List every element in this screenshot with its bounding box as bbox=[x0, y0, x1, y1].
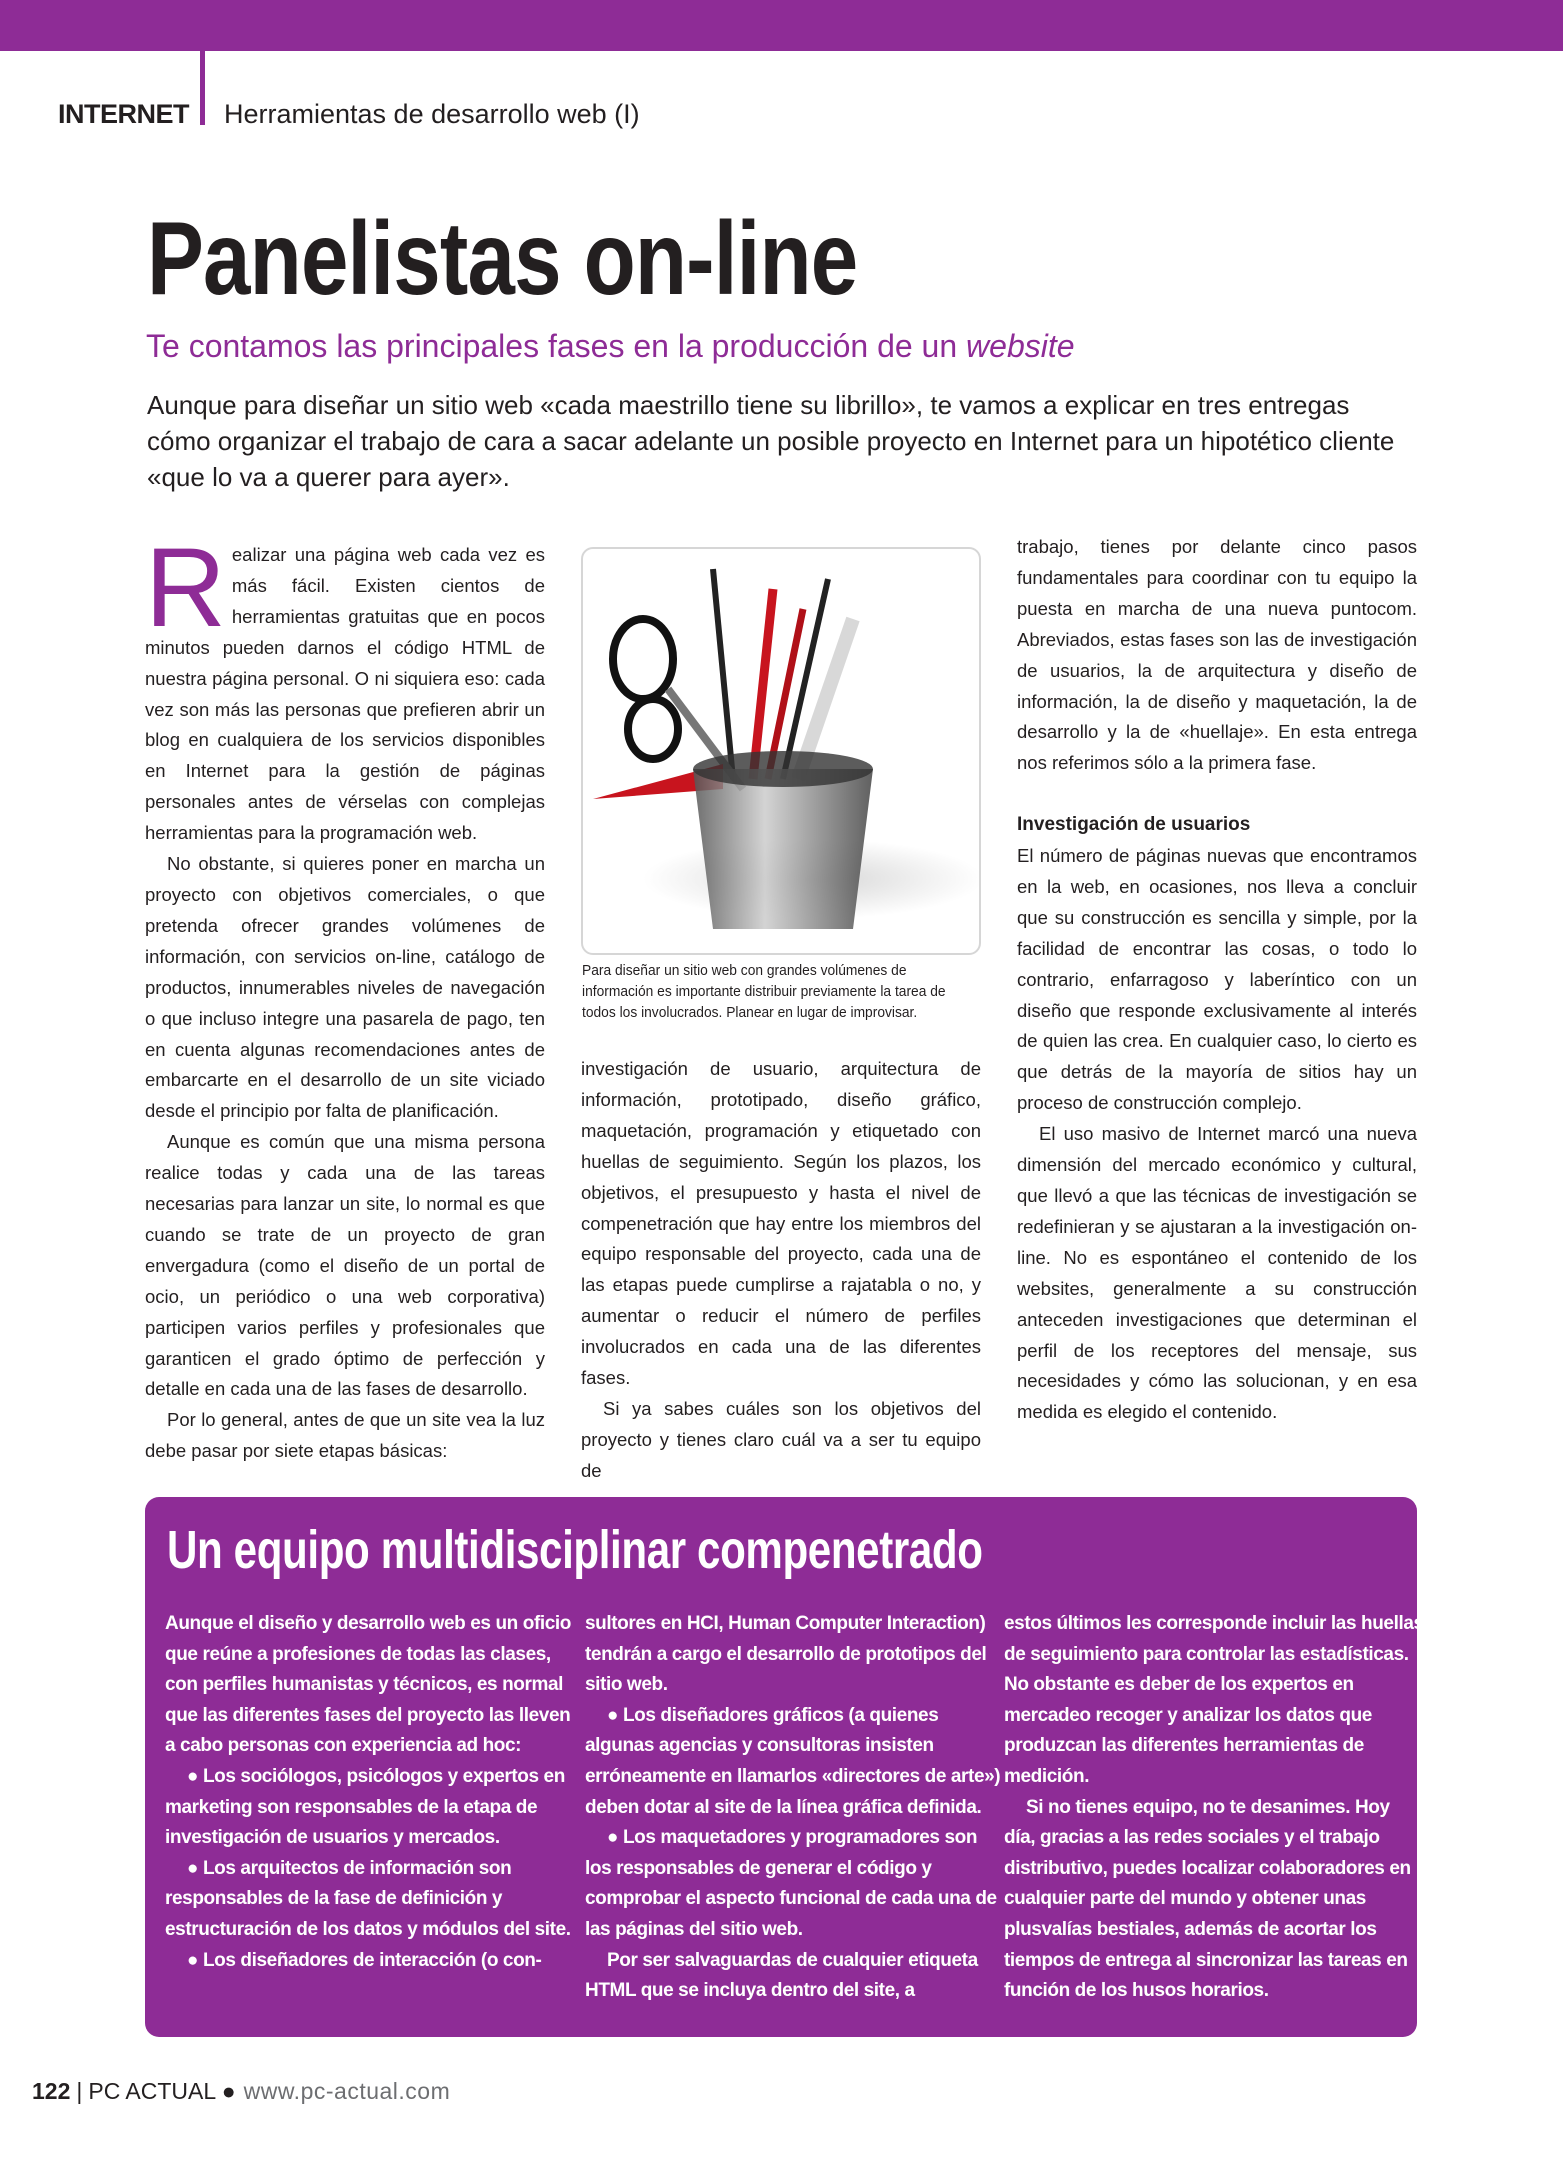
bullet-item: ● Los diseñadores de interacción (o con- bbox=[187, 1949, 542, 1971]
article-title: Panelistas on-line bbox=[147, 201, 858, 317]
page-number: 122 bbox=[32, 2078, 71, 2104]
top-color-bar bbox=[0, 0, 1563, 51]
paragraph: Si ya sabes cuáles son los objetivos del proyecto y tienes claro cuál va a ser tu equipo de bbox=[581, 1397, 981, 1481]
bullet-item: ● Los diseñadores gráficos (a quienes algunas agencias y consultoras insisten erróneamente en llamarlos «directores de arte») deben dotar al site de la línea gráfica definida. bbox=[585, 1704, 1001, 1818]
paragraph: Si no tienes equipo, no te desanimes. Hoy día, gracias a las redes sociales y el trabajo distributivo, puedes localizar colaboradores en cualquier parte del mundo y obtener unas plusvalías bestiales, además de acortar los tiempos de entrega al sincronizar las tareas en función de los husos horarios. bbox=[1004, 1796, 1411, 2002]
column-3 bbox=[1017, 532, 1417, 1428]
header-divider bbox=[200, 51, 205, 125]
website-link[interactable]: www.pc-actual.com bbox=[243, 2078, 451, 2104]
sidebar-column-1 bbox=[165, 1609, 585, 1976]
sidebar-column-3 bbox=[1004, 1609, 1424, 2007]
bullet-item: ● Los maquetadores y programadores son los responsables de generar el código y comprobar el aspecto funcional de cada una de las páginas del sitio web. bbox=[585, 1827, 997, 1940]
article-intro: Aunque para diseñar un sitio web «cada maestrillo tiene su librillo», te vamos a explicar en tres entregas cómo organizar el trabajo de cara a sacar adelante un posible proyecto en Internet para un hipotético cliente «que lo va a querer para ayer». bbox=[147, 390, 1395, 492]
section-heading: Investigación de usuarios bbox=[1017, 814, 1251, 836]
pencil-cup-illustration bbox=[583, 549, 979, 953]
paragraph bbox=[145, 525, 545, 849]
paragraph: estos últimos les corresponde incluir las huellas de seguimiento para controlar las estadísticas. No obstante es deber de los expertos en mercadeo recoger y analizar los datos que produzcan las diferentes herramientas de medición. bbox=[1004, 1613, 1424, 1787]
spacer bbox=[1017, 779, 1417, 810]
paragraph: Por ser salvaguardas de cualquier etiqueta HTML que se incluya dentro del site, a bbox=[585, 1949, 978, 2002]
footer-separator: | bbox=[76, 2078, 83, 2104]
column-2 bbox=[581, 1054, 981, 1487]
page-footer bbox=[32, 2078, 450, 2105]
section-label: INTERNET bbox=[58, 99, 189, 129]
column-1 bbox=[145, 525, 545, 1467]
bullet-item: ● Los sociólogos, psicólogos y expertos en marketing son responsables de la etapa de investigación de usuarios y mercados. bbox=[165, 1765, 565, 1849]
paragraph: El número de páginas nuevas que encontramos en la web, en ocasiones, nos lleva a concluir que su construcción es sencilla y simple, por la facilidad de encontrar las cosas, o todo lo contrario, enfarragoso y laberíntico con un diseño que responde exclusivamente al interés de quien las crea. En cualquier caso, lo cierto es que detrás de la mayoría de sitios hay un proceso de construcción complejo. bbox=[1017, 845, 1417, 1114]
paragraph: Aunque es común que una misma persona realice todas y cada una de las tareas necesarias para lanzar un site, lo normal es que cuando se trate de un proyecto de gran envergadura (como el diseño de un portal de ocio, un periódico o una web corporativa) participen varios perfiles y profesionales que garanticen el grado óptimo de perfección y detalle en cada una de las fases de desarrollo. bbox=[145, 1131, 545, 1400]
paragraph-text: ealizar una página web cada vez es más fácil. Existen cientos de herramientas gratuitas que en pocos minutos pueden darnos el código HTML de nuestra página personal. O ni siquiera eso: cada vez son más las personas que prefieren abrir un blog en cualquiera de los servicios disponibles en Internet para la gestión de páginas personales antes de vérselas con complejas herramientas para la programación web. bbox=[145, 544, 545, 844]
paragraph: Por lo general, antes de que un site vea la luz debe pasar por siete etapas básicas: bbox=[145, 1409, 545, 1462]
article-subtitle bbox=[146, 328, 1075, 365]
paragraph: investigación de usuario, arquitectura de información, prototipado, diseño gráfico, maquetación, programación y etiquetado con huellas de seguimiento. Según los plazos, los objetivos, el presupuesto y hasta el nivel de compenetración que hay entre los miembros del equipo responsable del proyecto, cada una de las etapas puede cumplirse a rajatabla o no, y aumentar o reducir el número de perfiles involucrados en cada una de las diferentes fases. bbox=[581, 1058, 981, 1389]
series-label: Herramientas de desarrollo web (I) bbox=[224, 99, 640, 129]
subtitle-italic: website bbox=[966, 328, 1075, 364]
paragraph: El uso masivo de Internet marcó una nueva dimensión del mercado económico y cultural, que llevó a que las técnicas de investigación se redefinieran y se ajustaran a la investigación on-line. No es espontáneo el contenido de los websites, generalmente a su construcción anteceden investigaciones que determinan el perfil de los receptores del mensaje, sus necesidades y cómo las solucionan, y en esa medida es elegido el contenido. bbox=[1017, 1123, 1417, 1423]
sidebar-title: Un equipo multidisciplinar compenetrado bbox=[167, 1520, 983, 1580]
paragraph: sultores en HCI, Human Computer Interaction) tendrán a cargo el desarrollo de prototipos del sitio web. bbox=[585, 1613, 987, 1696]
bullet-icon: ● bbox=[221, 2078, 236, 2104]
paragraph: trabajo, tienes por delante cinco pasos fundamentales para coordinar con tu equipo la puesta en marcha de una nueva puntocom. Abreviados, estas fases son las de investigación de usuarios, la de arquitectura y diseño de información, la de diseño y maquetación, la de desarrollo y la de «huellaje». En esta entrega nos referimos sólo a la primera fase. bbox=[1017, 536, 1417, 774]
paragraph: Aunque el diseño y desarrollo web es un oficio que reúne a profesiones de todas las clases, con perfiles humanistas y técnicos, es normal que las diferentes fases del proyecto las lleven a cabo personas con experiencia ad hoc: bbox=[165, 1613, 572, 1757]
article-photo bbox=[581, 547, 981, 955]
subtitle-text: Te contamos las principales fases en la producción de un bbox=[146, 328, 958, 364]
drop-cap: R bbox=[145, 525, 226, 650]
paragraph: No obstante, si quieres poner en marcha un proyecto con objetivos comerciales, o que pretenda ofrecer grandes volúmenes de información, con servicios on-line, catálogo de productos, innumerables niveles de navegación o que incluso integre una pasarela de pago, ten en cuenta algunas recomendaciones antes de embarcarte en el desarrollo de un site viciado desde el principio por falta de planificación. bbox=[145, 853, 545, 1122]
magazine-name: PC ACTUAL bbox=[88, 2078, 216, 2104]
bullet-item: ● Los arquitectos de información son responsables de la fase de definición y estructuración de los datos y módulos del site. bbox=[165, 1857, 571, 1940]
sidebar-column-2 bbox=[585, 1609, 1005, 2007]
photo-caption: Para diseñar un sitio web con grandes volúmenes de información es importante distribuir previamente la tarea de todos los involucrados. Planear en lugar de improvisar. bbox=[582, 962, 946, 1021]
sidebar-box bbox=[145, 1497, 1424, 2037]
